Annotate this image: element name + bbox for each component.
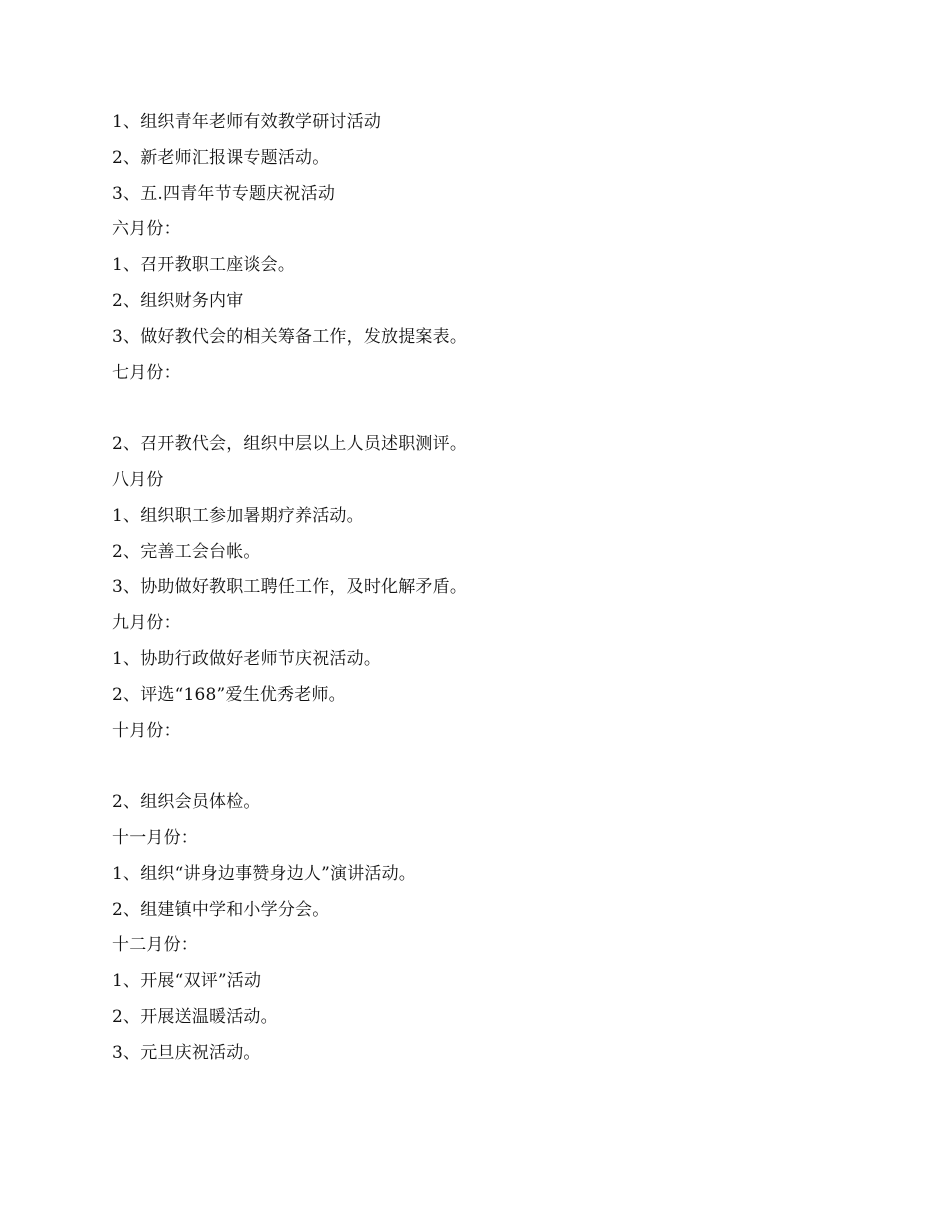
list-item: 3、协助做好教职工聘任工作，及时化解矛盾。	[112, 577, 468, 598]
list-item: 2、组织财务内审	[112, 290, 244, 311]
list-item: 1、召开教职工座谈会。	[112, 255, 296, 276]
month-heading-august: 八月份	[112, 469, 164, 490]
list-item: 1、协助行政做好老师节庆祝活动。	[112, 648, 382, 669]
month-heading-september: 九月份：	[112, 613, 181, 634]
month-heading-december: 十二月份：	[112, 935, 198, 956]
blank-line	[112, 749, 872, 785]
list-item: 3、元旦庆祝活动。	[112, 1042, 261, 1063]
list-item: 3、五.四青年节专题庆祝活动	[112, 183, 336, 204]
month-heading-october: 十月份：	[112, 720, 181, 741]
list-item: 2、召开教代会，组织中层以上人员述职测评。	[112, 434, 468, 455]
document-body	[112, 105, 872, 1072]
list-item: 2、评选“168”爱生优秀老师。	[112, 684, 346, 705]
list-item: 2、新老师汇报课专题活动。	[112, 147, 330, 168]
list-item: 3、做好教代会的相关筹备工作，发放提案表。	[112, 326, 468, 347]
list-item: 2、组织会员体检。	[112, 792, 261, 813]
month-heading-july: 七月份：	[112, 362, 181, 383]
list-item: 1、组织“讲身边事赞身边人”演讲活动。	[112, 863, 416, 884]
list-item: 2、完善工会台帐。	[112, 541, 261, 562]
list-item: 2、开展送温暖活动。	[112, 1006, 278, 1027]
month-heading-june: 六月份：	[112, 219, 181, 240]
list-item: 1、组织职工参加暑期疗养活动。	[112, 505, 364, 526]
list-item: 1、组织青年老师有效教学研讨活动	[112, 112, 382, 132]
month-heading-november: 十一月份：	[112, 827, 198, 848]
list-item: 2、组建镇中学和小学分会。	[112, 899, 330, 920]
list-item: 1、开展“双评”活动	[112, 971, 262, 992]
blank-line	[112, 391, 872, 427]
